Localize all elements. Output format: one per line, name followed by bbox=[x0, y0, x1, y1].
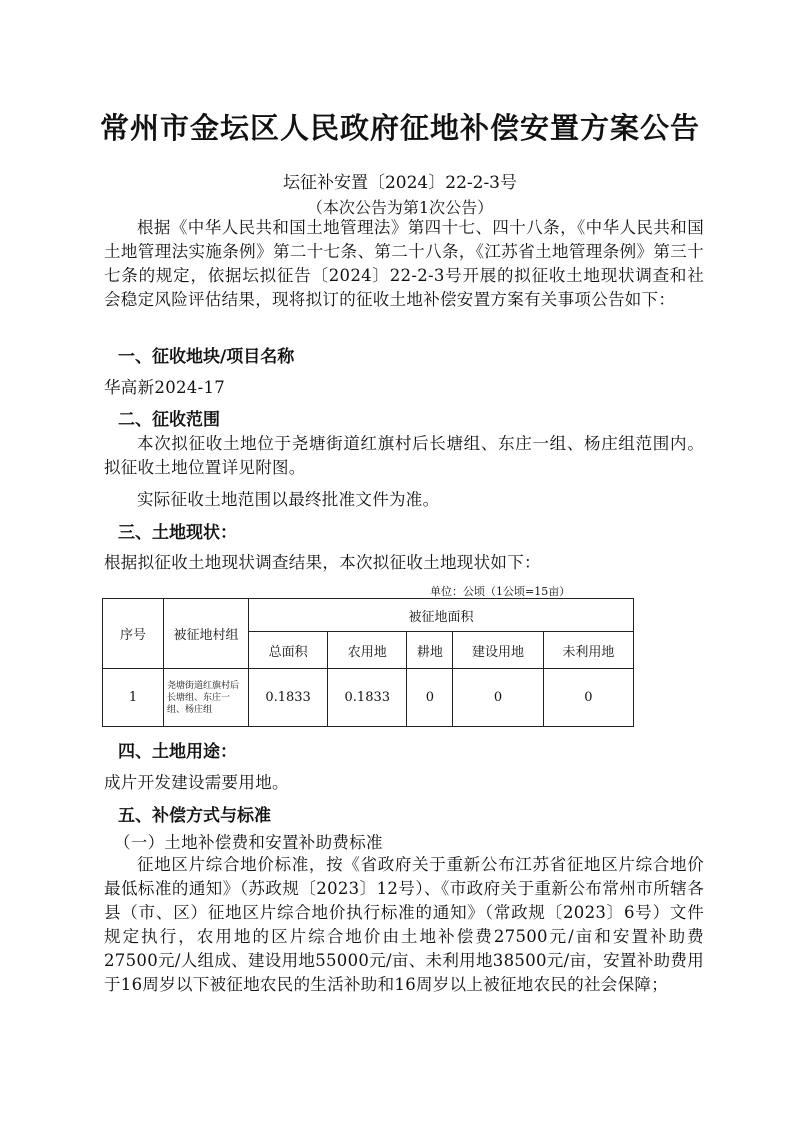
document-title: 常州市金坛区人民政府征地补偿安置方案公告 bbox=[99, 111, 700, 145]
cell-total: 0.1833 bbox=[249, 669, 328, 727]
section5-text: 征地区片综合地价标准，按《省政府关于重新公布江苏省征地区片综合地价最低标准的通知》（苏政规〔2023〕12号）、《市政府关于重新公布常州市所辖各县（市、区）征地区片综合地价执行标准的通知》（常政规〔2023〕6号）文件规定执行，农用地的区片综合地价由土地补偿费27500元/亩和安置补助费27500元/人组成、建设用地55000元/亩、未利用地38500元/亩，安置补助费用于16周岁以下被征地农民的生活补助和16周岁以上被征地农民的社会保障； bbox=[104, 855, 704, 994]
section1-heading: 一、征收地块/项目名称 bbox=[118, 347, 295, 367]
section3-text: 根据拟征收土地现状调查结果，本次拟征收土地现状如下： bbox=[104, 553, 541, 572]
intro-paragraph bbox=[104, 216, 704, 312]
cell-unused: 0 bbox=[543, 669, 633, 727]
header-arable: 耕地 bbox=[407, 632, 453, 669]
section2-paragraph bbox=[104, 432, 704, 512]
section1-text: 华高新2024-17 bbox=[104, 378, 226, 397]
cell-construct: 0 bbox=[453, 669, 543, 727]
section4-heading: 四、土地用途： bbox=[118, 742, 237, 762]
table-row bbox=[103, 669, 634, 727]
cell-no: 1 bbox=[103, 669, 164, 727]
header-total: 总面积 bbox=[249, 632, 328, 669]
cell-arable: 0 bbox=[407, 669, 453, 727]
section5-heading: 五、补偿方式与标准 bbox=[118, 806, 271, 826]
section4-text: 成片开发建设需要用地。 bbox=[104, 773, 289, 792]
cell-village: 尧塘街道红旗村后长塘组、东庄一组、杨庄组 bbox=[164, 669, 249, 727]
section3-heading: 三、土地现状： bbox=[118, 523, 237, 543]
header-no: 序号 bbox=[103, 599, 164, 669]
intro-text: 根据《中华人民共和国土地管理法》第四十七、四十八条，《中华人民共和国土地管理法实施条例》第二十七条、第二十八条，《江苏省土地管理条例》第三十七条的规定，依据坛拟征告〔2024〕22-2-3号开展的拟征收土地现状调查和社会稳定风险评估结果，现将拟订的征收土地补偿安置方案有关事项公告如下： bbox=[104, 218, 704, 309]
notice-number: （本次公告为第1次公告） bbox=[306, 198, 494, 217]
cell-agri: 0.1833 bbox=[328, 669, 407, 727]
header-area-group: 被征地面积 bbox=[249, 599, 634, 632]
section2-text1: 本次拟征收土地位于尧塘街道红旗村后长塘组、东庄一组、杨庄组范围内。拟征收土地位置详见附图。 bbox=[104, 434, 704, 477]
section5-paragraph bbox=[104, 853, 704, 997]
header-village: 被征地村组 bbox=[164, 599, 249, 669]
header-agri: 农用地 bbox=[328, 632, 407, 669]
unit-note: 单位：公顷（1公顷=15亩） bbox=[430, 585, 571, 598]
header-unused: 未利用地 bbox=[543, 632, 633, 669]
land-status-table bbox=[102, 598, 634, 727]
document-number: 坛征补安置〔2024〕22-2-3号 bbox=[282, 173, 517, 193]
header-construct: 建设用地 bbox=[453, 632, 543, 669]
section2-heading: 二、征收范围 bbox=[118, 410, 220, 430]
section5-subheading: （一）土地补偿费和安置补助费标准 bbox=[114, 833, 383, 852]
section2-text2: 实际征收土地范围以最终批准文件为准。 bbox=[137, 490, 440, 509]
